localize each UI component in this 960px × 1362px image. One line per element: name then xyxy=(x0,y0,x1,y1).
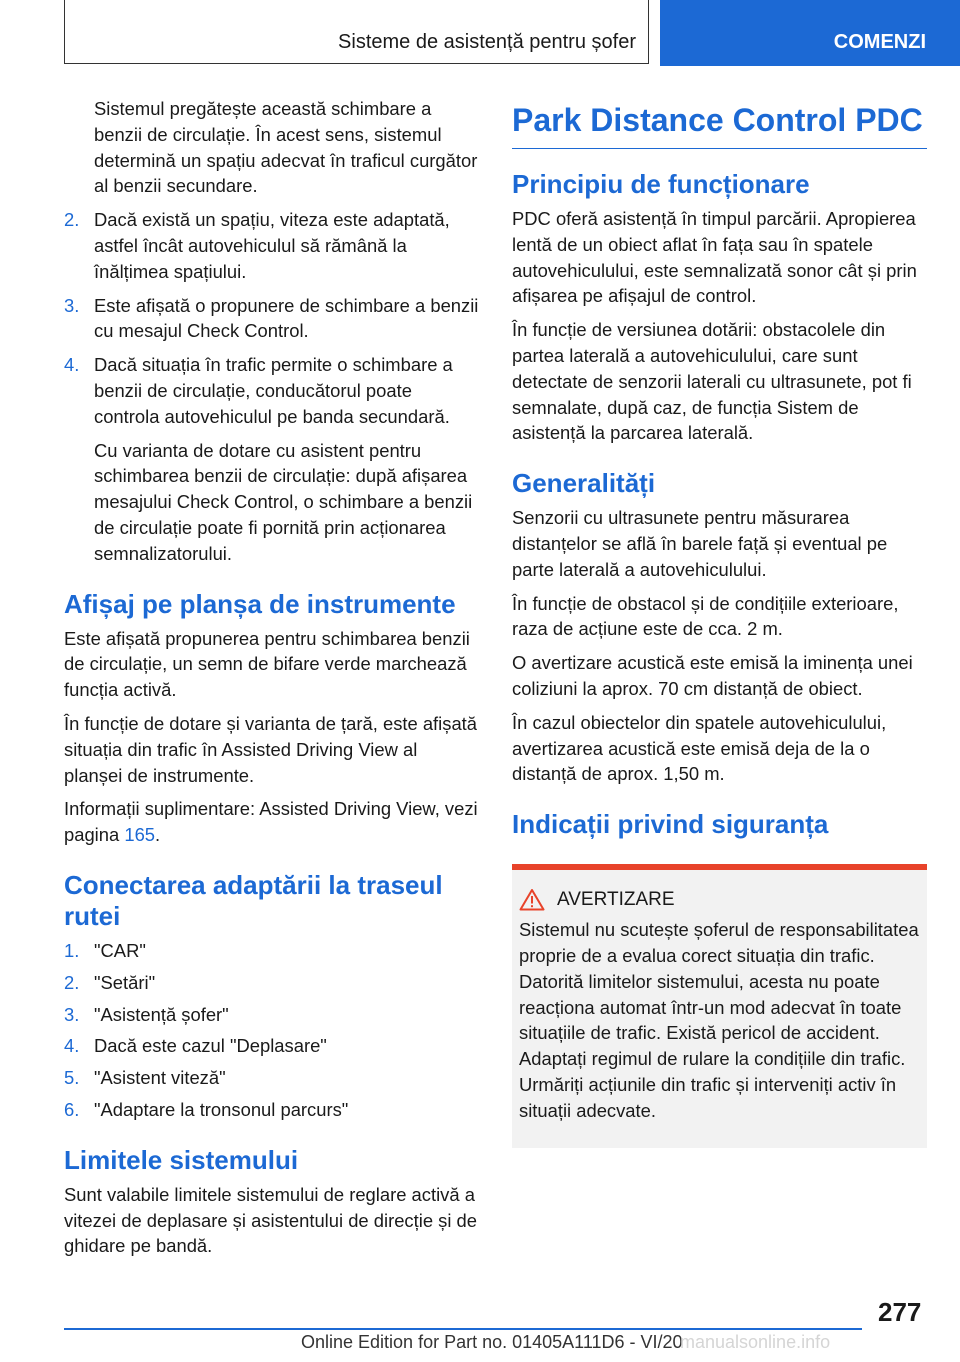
step-number: 3. xyxy=(64,1003,80,1025)
general-paragraph: În cazul obiectelor din spatele autovehiculului, avertizarea acustică este emisă deja de la o distanță de aprox. 1,50 m. xyxy=(512,711,887,785)
limits-heading: Limitele sistemului xyxy=(64,1144,299,1175)
step-text: Dacă există un spațiu, viteza este adaptată, astfel încât autovehiculul să rămână la înălțimea spațiului. xyxy=(94,209,450,282)
list-item xyxy=(64,1033,479,1059)
page-link[interactable]: 165 xyxy=(124,824,156,846)
section-title: Sisteme de asistență pentru șofer xyxy=(64,0,649,64)
more-info-paragraph xyxy=(64,796,479,848)
limits-paragraph: Sunt valabile limitele sistemului de reglare activă a vitezei de deplasare și asistentului de direcție și de ghidare pe bandă. xyxy=(64,1183,477,1257)
intro-paragraph: Sistemul pregătește această schimbare a benzii de circulație. În acest sens, sistemul determină un spațiu adecvat în traficul curgător al benzii secundare. xyxy=(94,98,478,197)
page-number: 277 xyxy=(878,1297,922,1327)
list-item xyxy=(64,352,479,566)
general-paragraph: Senzorii cu ultrasunete pentru măsurarea distanțelor se află în barele față și eventual pe parte laterală a autovehiculului. xyxy=(512,507,888,580)
step-number: 3. xyxy=(64,294,80,316)
edition-info: Online Edition for Part no. 01405A111D6 - VI/20 xyxy=(301,1332,683,1352)
more-info-end: . xyxy=(155,824,161,846)
safety-heading: Indicații privind siguranța xyxy=(512,809,829,840)
route-steps xyxy=(64,938,479,1123)
step-text: "CAR" xyxy=(94,939,146,961)
list-item xyxy=(64,1097,479,1123)
list-item xyxy=(64,293,479,345)
right-column xyxy=(512,96,927,1148)
step-text: "Setări" xyxy=(94,971,156,993)
more-info-text: Informații suplimentare: Assisted Driving View, vezi pagina xyxy=(64,798,478,846)
warning-box xyxy=(512,864,927,1147)
step-number: 2. xyxy=(64,971,80,993)
page-header xyxy=(0,0,960,66)
principle-paragraph: În funcție de versiunea dotării: obstacolele din partea laterală a autovehiculului, care sunt detectate de senzorii laterali cu ultrasunete, pot fi semnalate, după caz, de funcția Sistem de asistență la parcarea laterală. xyxy=(512,319,912,444)
display-paragraph: Este afișată propunerea pentru schimbarea benzii de circulație, un semn de bifare verde marchează funcția activă. xyxy=(64,627,470,701)
step-text: "Asistent viteză" xyxy=(94,1067,226,1089)
step-number: 2. xyxy=(64,209,80,231)
list-item xyxy=(64,207,479,284)
display-heading: Afișaj pe planșa de instrumente xyxy=(64,588,456,619)
general-heading: Generalități xyxy=(512,468,656,499)
step-number: 5. xyxy=(64,1067,80,1089)
warning-triangle-icon xyxy=(519,888,545,911)
step-text: "Adaptare la tronsonul parcurs" xyxy=(94,1098,349,1120)
step-number: 6. xyxy=(64,1098,80,1120)
step-text: Dacă situația în trafic permite o schimbare a benzii de circulație, conducătorul poate controla autovehiculul pe banda secundară. xyxy=(94,354,453,427)
list-item xyxy=(64,1065,479,1091)
step-extra-text: Cu varianta de dotare cu asistent pentru schimbarea benzii de circulație: după afișarea mesajului Check Control, o schimbare a benzii de circulație poate fi pornită prin acționarea semnalizatorului. xyxy=(94,439,473,564)
warning-header xyxy=(519,888,921,911)
step-number: 1. xyxy=(64,939,80,961)
general-paragraph: În funcție de obstacol și de condițiile exterioare, raza de acțiune este de cca. 2 m. xyxy=(512,592,899,640)
warning-text: Sistemul nu scutește șoferul de responsabilitatea proprie de a evalua corect situația din trafic. Datorită limitelor sistemului, acesta nu poate reacționa automat într-un mod adecvat în toate situațiile de trafic. Există pericol de accident. Adaptați regimul de rulare la condițiile din trafic. Urmăriți acțiunile din trafic și interveniți activ în situații adecvate. xyxy=(519,919,919,1121)
route-heading: Conectarea adaptării la traseul rutei xyxy=(64,869,443,931)
general-paragraph: O avertizare acustică este emisă la iminența unei coliziuni la aprox. 70 cm distanță de obiect. xyxy=(512,652,913,699)
display-paragraph: În funcție de dotare și varianta de țară, este afișată situația din trafic în Assisted Driving View al planșei de instrumente. xyxy=(64,712,478,786)
step-text: "Asistență șofer" xyxy=(94,1003,229,1025)
list-item xyxy=(64,1002,479,1028)
left-column xyxy=(64,96,479,1267)
page-title: Park Distance Control PDC xyxy=(512,100,927,149)
step-number: 4. xyxy=(64,1035,80,1057)
list-item xyxy=(64,970,479,996)
step-number: 4. xyxy=(64,354,80,376)
watermark: manualsonline.info xyxy=(680,1332,831,1352)
principle-heading: Principiu de funcționare xyxy=(512,169,810,199)
chapter-tab[interactable]: COMENZI xyxy=(660,0,960,66)
principle-paragraph: PDC oferă asistență în timpul parcării. Apropierea lentă de un obiect aflat în fața sau în spatele autovehiculului, este semnalizată sonor cât și prin afișarea pe afișajul de control. xyxy=(512,208,917,307)
footer-divider xyxy=(64,1328,862,1330)
warning-title: AVERTIZARE xyxy=(557,888,675,910)
step-text: Dacă este cazul "Deplasare" xyxy=(94,1035,327,1057)
list-item xyxy=(64,938,479,964)
lane-change-steps xyxy=(64,207,479,566)
step-text: Este afișată o propunere de schimbare a benzii cu mesajul Check Control. xyxy=(94,294,479,342)
